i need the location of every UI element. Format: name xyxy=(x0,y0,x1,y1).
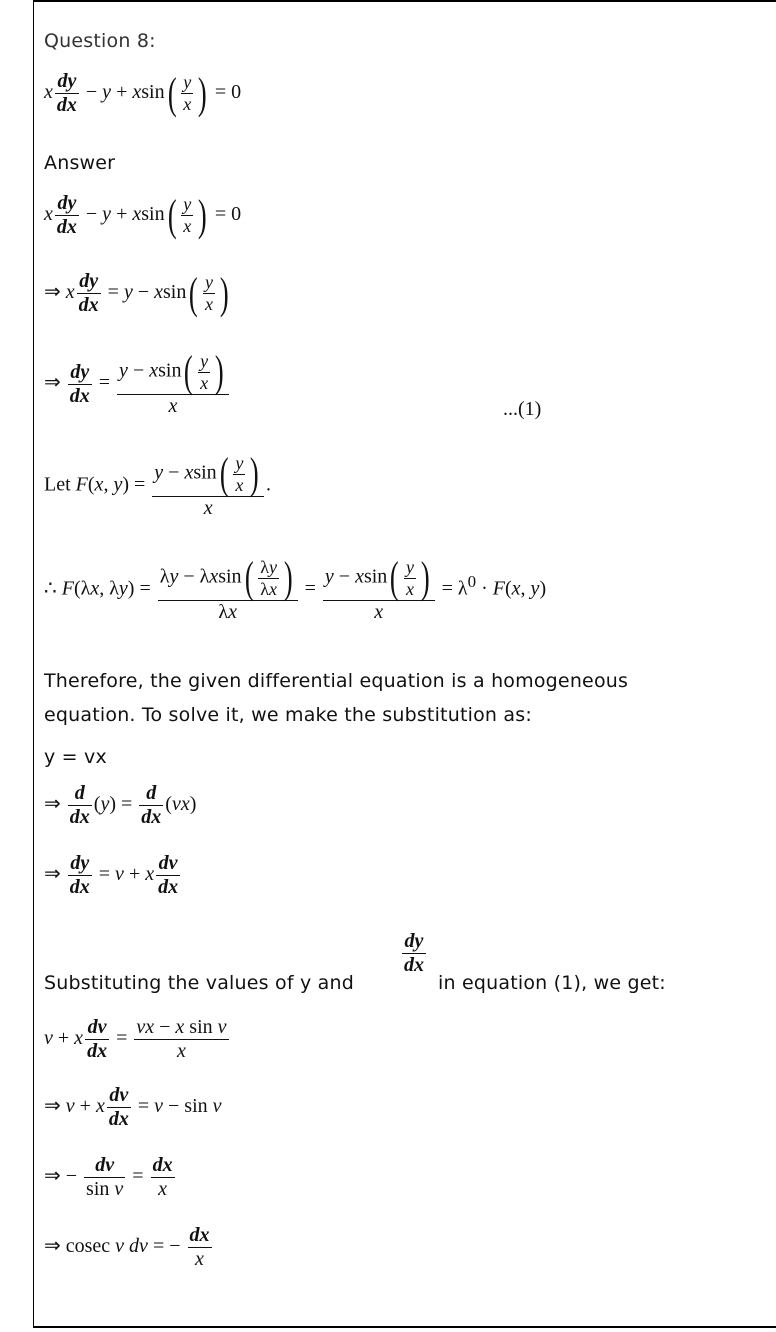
lambda-equation: ∴ F(λx, λy) = λy − λxsin( $\frac{\lambda y}{\lambda x}$ ) λx = y − xsin( $\frac{y}{x}$ ) x = $\lambda^0 \cdot F(x$, y) xyxy=(44,553,547,623)
homogeneous-text-line-2: equation. To solve it, we make the substitution as: xyxy=(44,704,532,726)
step-3-equation: ⇒ $\frac{dy}{dx}$ = y − xsin( $\frac{y}{x}$ ) x xyxy=(44,350,231,418)
answer-label: Answer xyxy=(44,152,116,174)
let-f-definition: Let F(x, y) = y − xsin( $\frac{y}{x}$ ) x . xyxy=(44,449,271,519)
sub-step-4: ⇒ cosec v dv = − $\frac{dx}{x}$ xyxy=(44,1224,210,1270)
sub-step-3: ⇒ − $\frac{dv}{\text{sin v}}$ = $\frac{dx}{x}$ xyxy=(44,1154,173,1200)
homogeneous-text-line-1: Therefore, the given differential equation is a homogeneous xyxy=(44,670,629,692)
substituting-text-suffix: in equation (1), we get: xyxy=(438,972,666,994)
substitution-text: y = vx xyxy=(44,746,107,768)
derivative-step-1: ⇒ $\frac{d}{dx}$ (y) = $\frac{d}{dx}$ (vx) xyxy=(44,782,197,828)
question-equation: x $\frac{dy}{dx}$ − y + xsin( $\frac{y}{x}$ ) = 0 xyxy=(44,68,242,118)
dy-dx-fraction-inline: $\frac{dy}{dx}$ xyxy=(404,930,424,976)
left-margin-line xyxy=(33,0,34,1328)
equation-number-1: ...(1) xyxy=(503,398,542,420)
step-1-equation: x $\frac{dy}{dx}$ − y + xsin( $\frac{y}{x}$ ) = 0 xyxy=(44,190,242,240)
substituting-text-prefix: Substituting the values of y and xyxy=(44,972,354,994)
top-rule xyxy=(33,0,776,2)
bottom-rule xyxy=(33,1326,776,1328)
question-label: Question 8: xyxy=(44,30,156,52)
derivative-step-2: ⇒ $\frac{dy}{dx}$ = v + x $\frac{dv}{dx}$ xyxy=(44,852,179,898)
step-2-equation: ⇒ x $\frac{dy}{dx}$ = y − xsin( $\frac{y}{x}$ ) xyxy=(44,268,229,318)
sub-step-2: ⇒ v + x $\frac{dv}{dx}$ = v − sin v xyxy=(44,1084,222,1130)
sub-step-1: v + x $\frac{dv}{dx}$ = $\frac{\text{vx − x sin v}}{x}$ xyxy=(44,1016,227,1062)
